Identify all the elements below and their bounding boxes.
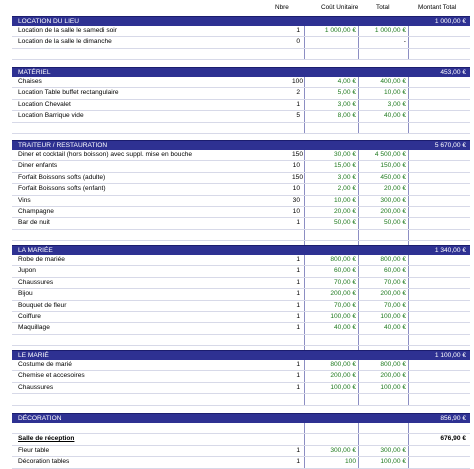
cell-total[interactable]: 40,00 € — [384, 112, 406, 120]
table-row[interactable] — [12, 394, 470, 405]
cell-unit-cost[interactable] — [314, 230, 356, 240]
cell-unit-cost[interactable] — [314, 49, 356, 59]
cell-unit-cost[interactable]: 200,00 € — [330, 290, 356, 298]
cell-description[interactable]: Forfait Boissons softs (enfant) — [18, 185, 106, 193]
cell-total[interactable]: 70,00 € — [384, 301, 406, 309]
cell-unit-cost[interactable] — [314, 123, 356, 133]
cell-unit-cost[interactable]: 800,00 € — [330, 256, 356, 263]
cell-nbre[interactable]: 1 — [296, 383, 300, 391]
cell-description[interactable]: Location Chevalet — [18, 100, 71, 108]
cell-total[interactable]: 400,00 € — [380, 78, 406, 85]
col-header-unit-cost[interactable]: Coût Unitaire — [321, 4, 359, 11]
cell-nbre[interactable]: 1 — [296, 301, 300, 309]
table-row[interactable] — [12, 123, 470, 134]
cell-description[interactable]: Champagne — [18, 207, 54, 215]
cell-unit-cost[interactable]: 30,00 € — [334, 151, 356, 158]
cell-total[interactable] — [364, 49, 406, 59]
cell-description[interactable]: Location Table buffet rectangulaire — [18, 89, 119, 97]
cell-nbre[interactable]: 1 — [296, 372, 300, 380]
cell-total[interactable] — [364, 434, 406, 444]
cell-nbre[interactable]: 30 — [292, 196, 300, 204]
cell-nbre[interactable]: 2 — [296, 89, 300, 97]
cell-unit-cost[interactable]: 70,00 € — [334, 301, 356, 309]
cell-unit-cost[interactable]: 70,00 € — [334, 278, 356, 286]
cell-nbre[interactable]: 1 — [296, 290, 300, 298]
cell-nbre[interactable] — [292, 230, 300, 240]
cell-total[interactable]: 50,00 € — [384, 219, 406, 227]
cell-nbre[interactable]: 1 — [296, 446, 300, 454]
cell-nbre[interactable]: 1 — [296, 458, 300, 466]
section-title: LA MARIÉE — [18, 247, 53, 254]
cell-description[interactable]: Fleur table — [18, 446, 50, 454]
table-row[interactable] — [12, 323, 470, 334]
table-row[interactable] — [12, 218, 470, 229]
cell-total[interactable]: 100,00 € — [380, 383, 406, 391]
cell-description[interactable] — [18, 49, 288, 59]
cell-description[interactable]: Diner et cocktail (hors boisson) avec suppl. mise en bouche — [18, 151, 193, 158]
table-row[interactable] — [12, 184, 470, 195]
cell-total[interactable]: 3,00 € — [387, 100, 406, 108]
cell-total[interactable]: 450,00 € — [380, 173, 406, 181]
table-row[interactable] — [12, 266, 470, 277]
table-row[interactable] — [12, 423, 470, 434]
table-row[interactable] — [12, 278, 470, 289]
cell-nbre[interactable] — [292, 123, 300, 133]
col-header-montant-total[interactable]: Montant Total — [418, 4, 457, 11]
cell-unit-cost[interactable]: 15,00 € — [334, 162, 356, 170]
cell-subtotal[interactable]: 676,90 € — [440, 435, 466, 443]
table-row[interactable] — [12, 207, 470, 218]
cell-unit-cost[interactable]: 1 000,00 € — [324, 27, 356, 34]
section-title: LE MARIÉ — [18, 352, 49, 359]
cell-description[interactable]: Chaussures — [18, 383, 54, 391]
table-row[interactable] — [12, 371, 470, 382]
table-row[interactable] — [12, 100, 470, 111]
cell-description[interactable] — [18, 394, 288, 404]
cell-nbre[interactable]: 1 — [296, 278, 300, 286]
table-row[interactable] — [12, 434, 470, 445]
cell-unit-cost[interactable]: 100,00 € — [330, 383, 356, 391]
cell-nbre[interactable]: 1 — [296, 219, 300, 227]
section-4 — [12, 350, 470, 406]
col-header-total[interactable]: Total — [376, 4, 390, 11]
cell-unit-cost[interactable]: 60,00 € — [334, 267, 356, 275]
cell-unit-cost[interactable]: 20,00 € — [334, 207, 356, 215]
section-total: 1 000,00 € — [434, 18, 466, 25]
cell-nbre[interactable]: 10 — [292, 162, 300, 170]
table-row[interactable] — [12, 312, 470, 323]
cell-description[interactable]: Chemise et accesoires — [18, 372, 85, 380]
cell-unit-cost[interactable]: 2,00 € — [337, 185, 356, 193]
table-row[interactable] — [12, 26, 470, 37]
cell-unit-cost[interactable]: 40,00 € — [334, 324, 356, 332]
cell-description[interactable]: Location de la salle le samedi soir — [18, 27, 117, 34]
cell-total[interactable]: 70,00 € — [384, 278, 406, 286]
cell-nbre[interactable]: 1 — [296, 324, 300, 332]
cell-nbre[interactable]: 0 — [296, 38, 300, 46]
cell-nbre[interactable] — [292, 394, 300, 404]
table-row[interactable] — [12, 196, 470, 207]
cell-description[interactable]: Chaussures — [18, 278, 54, 286]
cell-nbre[interactable]: 1 — [296, 100, 300, 108]
cell-nbre[interactable]: 1 — [296, 361, 300, 368]
section-header[interactable] — [12, 413, 470, 423]
section-total: 5 670,00 € — [434, 142, 466, 149]
table-row[interactable] — [12, 335, 470, 346]
cell-nbre[interactable]: 10 — [292, 185, 300, 193]
table-row[interactable] — [12, 88, 470, 99]
cell-description[interactable] — [18, 123, 288, 133]
section-title: TRAITEUR / RESTAURATION — [18, 142, 108, 149]
section-header[interactable] — [12, 16, 470, 26]
cell-unit-cost[interactable]: 200,00 € — [330, 372, 356, 380]
cell-total[interactable]: 200,00 € — [380, 290, 406, 298]
cell-description[interactable]: Coiffure — [18, 312, 41, 320]
cell-unit-cost[interactable] — [314, 335, 356, 345]
table-row[interactable] — [12, 37, 470, 48]
cell-nbre[interactable]: 1 — [296, 312, 300, 320]
cell-unit-cost[interactable]: 100,00 € — [330, 312, 356, 320]
table-row[interactable] — [12, 150, 470, 161]
section-title: DÉCORATION — [18, 415, 62, 422]
section-2 — [12, 140, 470, 253]
section-0 — [12, 16, 470, 60]
cell-description[interactable]: Maquillage — [18, 324, 50, 332]
cell-unit-cost[interactable]: 8,00 € — [337, 112, 356, 120]
cell-nbre[interactable]: 1 — [296, 27, 300, 34]
table-row[interactable] — [12, 230, 470, 241]
cell-description[interactable] — [18, 335, 288, 345]
cell-unit-cost[interactable]: 300,00 € — [330, 446, 356, 454]
cell-description[interactable]: Robe de mariée — [18, 256, 65, 263]
cell-total[interactable] — [364, 230, 406, 240]
cell-nbre[interactable]: 1 — [296, 267, 300, 275]
cell-total[interactable]: 10,00 € — [384, 89, 406, 97]
table-row[interactable] — [12, 111, 470, 122]
cell-description[interactable]: Bar de nuit — [18, 219, 50, 227]
cell-total[interactable]: 200,00 € — [380, 207, 406, 215]
table-row[interactable] — [12, 446, 470, 457]
cell-nbre[interactable]: 100 — [292, 78, 304, 85]
cell-description[interactable]: Chaises — [18, 78, 42, 85]
cell-description[interactable]: Bouquet de fleur — [18, 301, 67, 309]
table-row[interactable] — [12, 49, 470, 60]
section-total: 453,00 € — [440, 69, 466, 76]
cell-total[interactable]: 4 500,00 € — [374, 151, 406, 158]
cell-nbre[interactable] — [292, 49, 300, 59]
cell-unit-cost[interactable]: 4,00 € — [337, 78, 356, 85]
cell-description[interactable] — [18, 423, 288, 433]
cell-unit-cost[interactable]: 5,00 € — [337, 89, 356, 97]
cell-total[interactable]: 800,00 € — [380, 361, 406, 368]
section-1 — [12, 67, 470, 134]
cell-total[interactable]: 40,00 € — [384, 324, 406, 332]
cell-nbre[interactable]: 150 — [292, 173, 304, 181]
cell-total[interactable]: - — [403, 38, 406, 46]
section-total: 1 340,00 € — [434, 247, 466, 254]
cell-unit-cost[interactable] — [314, 394, 356, 404]
cell-description[interactable]: Forfait Boissons softs (adulte) — [18, 173, 106, 181]
section-header[interactable] — [12, 140, 470, 150]
cell-unit-cost[interactable]: 10,00 € — [334, 196, 356, 204]
column-header-row — [12, 0, 470, 12]
table-row[interactable] — [12, 289, 470, 300]
cell-total[interactable]: 20,00 € — [384, 185, 406, 193]
section-title: MATÉRIEL — [18, 69, 51, 76]
cell-total[interactable]: 300,00 € — [380, 446, 406, 454]
table-row[interactable] — [12, 383, 470, 394]
cell-total[interactable]: 60,00 € — [384, 267, 406, 275]
cell-total[interactable] — [364, 335, 406, 345]
cell-description[interactable] — [18, 230, 288, 240]
cell-nbre[interactable] — [292, 335, 300, 345]
cell-nbre[interactable]: 150 — [292, 151, 304, 158]
cell-total[interactable]: 300,00 € — [380, 196, 406, 204]
cell-total[interactable] — [364, 123, 406, 133]
cell-description[interactable]: Décoration tables — [18, 458, 70, 466]
section-header[interactable] — [12, 350, 470, 360]
section-total: 856,90 € — [440, 415, 466, 422]
section-5 — [12, 413, 470, 469]
cell-unit-cost[interactable]: 3,00 € — [337, 173, 356, 181]
section-header[interactable] — [12, 245, 470, 255]
cell-description[interactable]: Vins — [18, 196, 31, 204]
cell-unit-cost[interactable] — [314, 434, 356, 444]
cell-unit-cost[interactable]: 800,00 € — [330, 361, 356, 368]
cell-total[interactable]: 200,00 € — [380, 372, 406, 380]
cell-unit-cost[interactable]: 50,00 € — [334, 219, 356, 227]
cell-nbre[interactable]: 5 — [296, 112, 300, 120]
cell-nbre[interactable]: 1 — [296, 256, 300, 263]
cell-description[interactable]: Location Barrique vide — [18, 112, 84, 120]
section-total: 1 100,00 € — [434, 352, 466, 359]
table-row[interactable] — [12, 301, 470, 312]
cell-description[interactable]: Salle de réception — [18, 435, 75, 443]
cell-total[interactable]: 100,00 € — [380, 312, 406, 320]
cell-description[interactable]: Costume de marié — [18, 361, 72, 368]
section-title: LOCATION DU LIEU — [18, 18, 80, 25]
cell-total[interactable]: 100,00 € — [380, 458, 406, 466]
table-row[interactable] — [12, 255, 470, 266]
table-row[interactable] — [12, 161, 470, 172]
cell-total[interactable]: 800,00 € — [380, 256, 406, 263]
cell-description[interactable]: Jupon — [18, 267, 36, 275]
cell-nbre[interactable]: 10 — [292, 207, 300, 215]
cell-description[interactable]: Diner enfants — [18, 162, 58, 170]
cell-unit-cost[interactable]: 3,00 € — [337, 100, 356, 108]
cell-nbre[interactable] — [292, 434, 300, 444]
col-header-nbre[interactable]: Nbre — [275, 4, 289, 11]
cell-unit-cost[interactable] — [314, 37, 356, 47]
table-row[interactable] — [12, 77, 470, 88]
table-row[interactable] — [12, 457, 470, 468]
cell-total[interactable]: 150,00 € — [380, 162, 406, 170]
cell-nbre[interactable] — [292, 423, 300, 433]
section-header[interactable] — [12, 67, 470, 77]
table-row[interactable] — [12, 360, 470, 371]
cell-total[interactable]: 1 000,00 € — [374, 27, 406, 34]
cell-total[interactable] — [364, 394, 406, 404]
cell-description[interactable]: Bijou — [18, 290, 33, 298]
table-row[interactable] — [12, 173, 470, 184]
cell-unit-cost[interactable] — [314, 423, 356, 433]
cell-description[interactable]: Location de la salle le dimanche — [18, 38, 112, 46]
section-3 — [12, 245, 470, 358]
cell-total[interactable] — [364, 423, 406, 433]
cell-unit-cost[interactable]: 100 — [344, 458, 356, 466]
